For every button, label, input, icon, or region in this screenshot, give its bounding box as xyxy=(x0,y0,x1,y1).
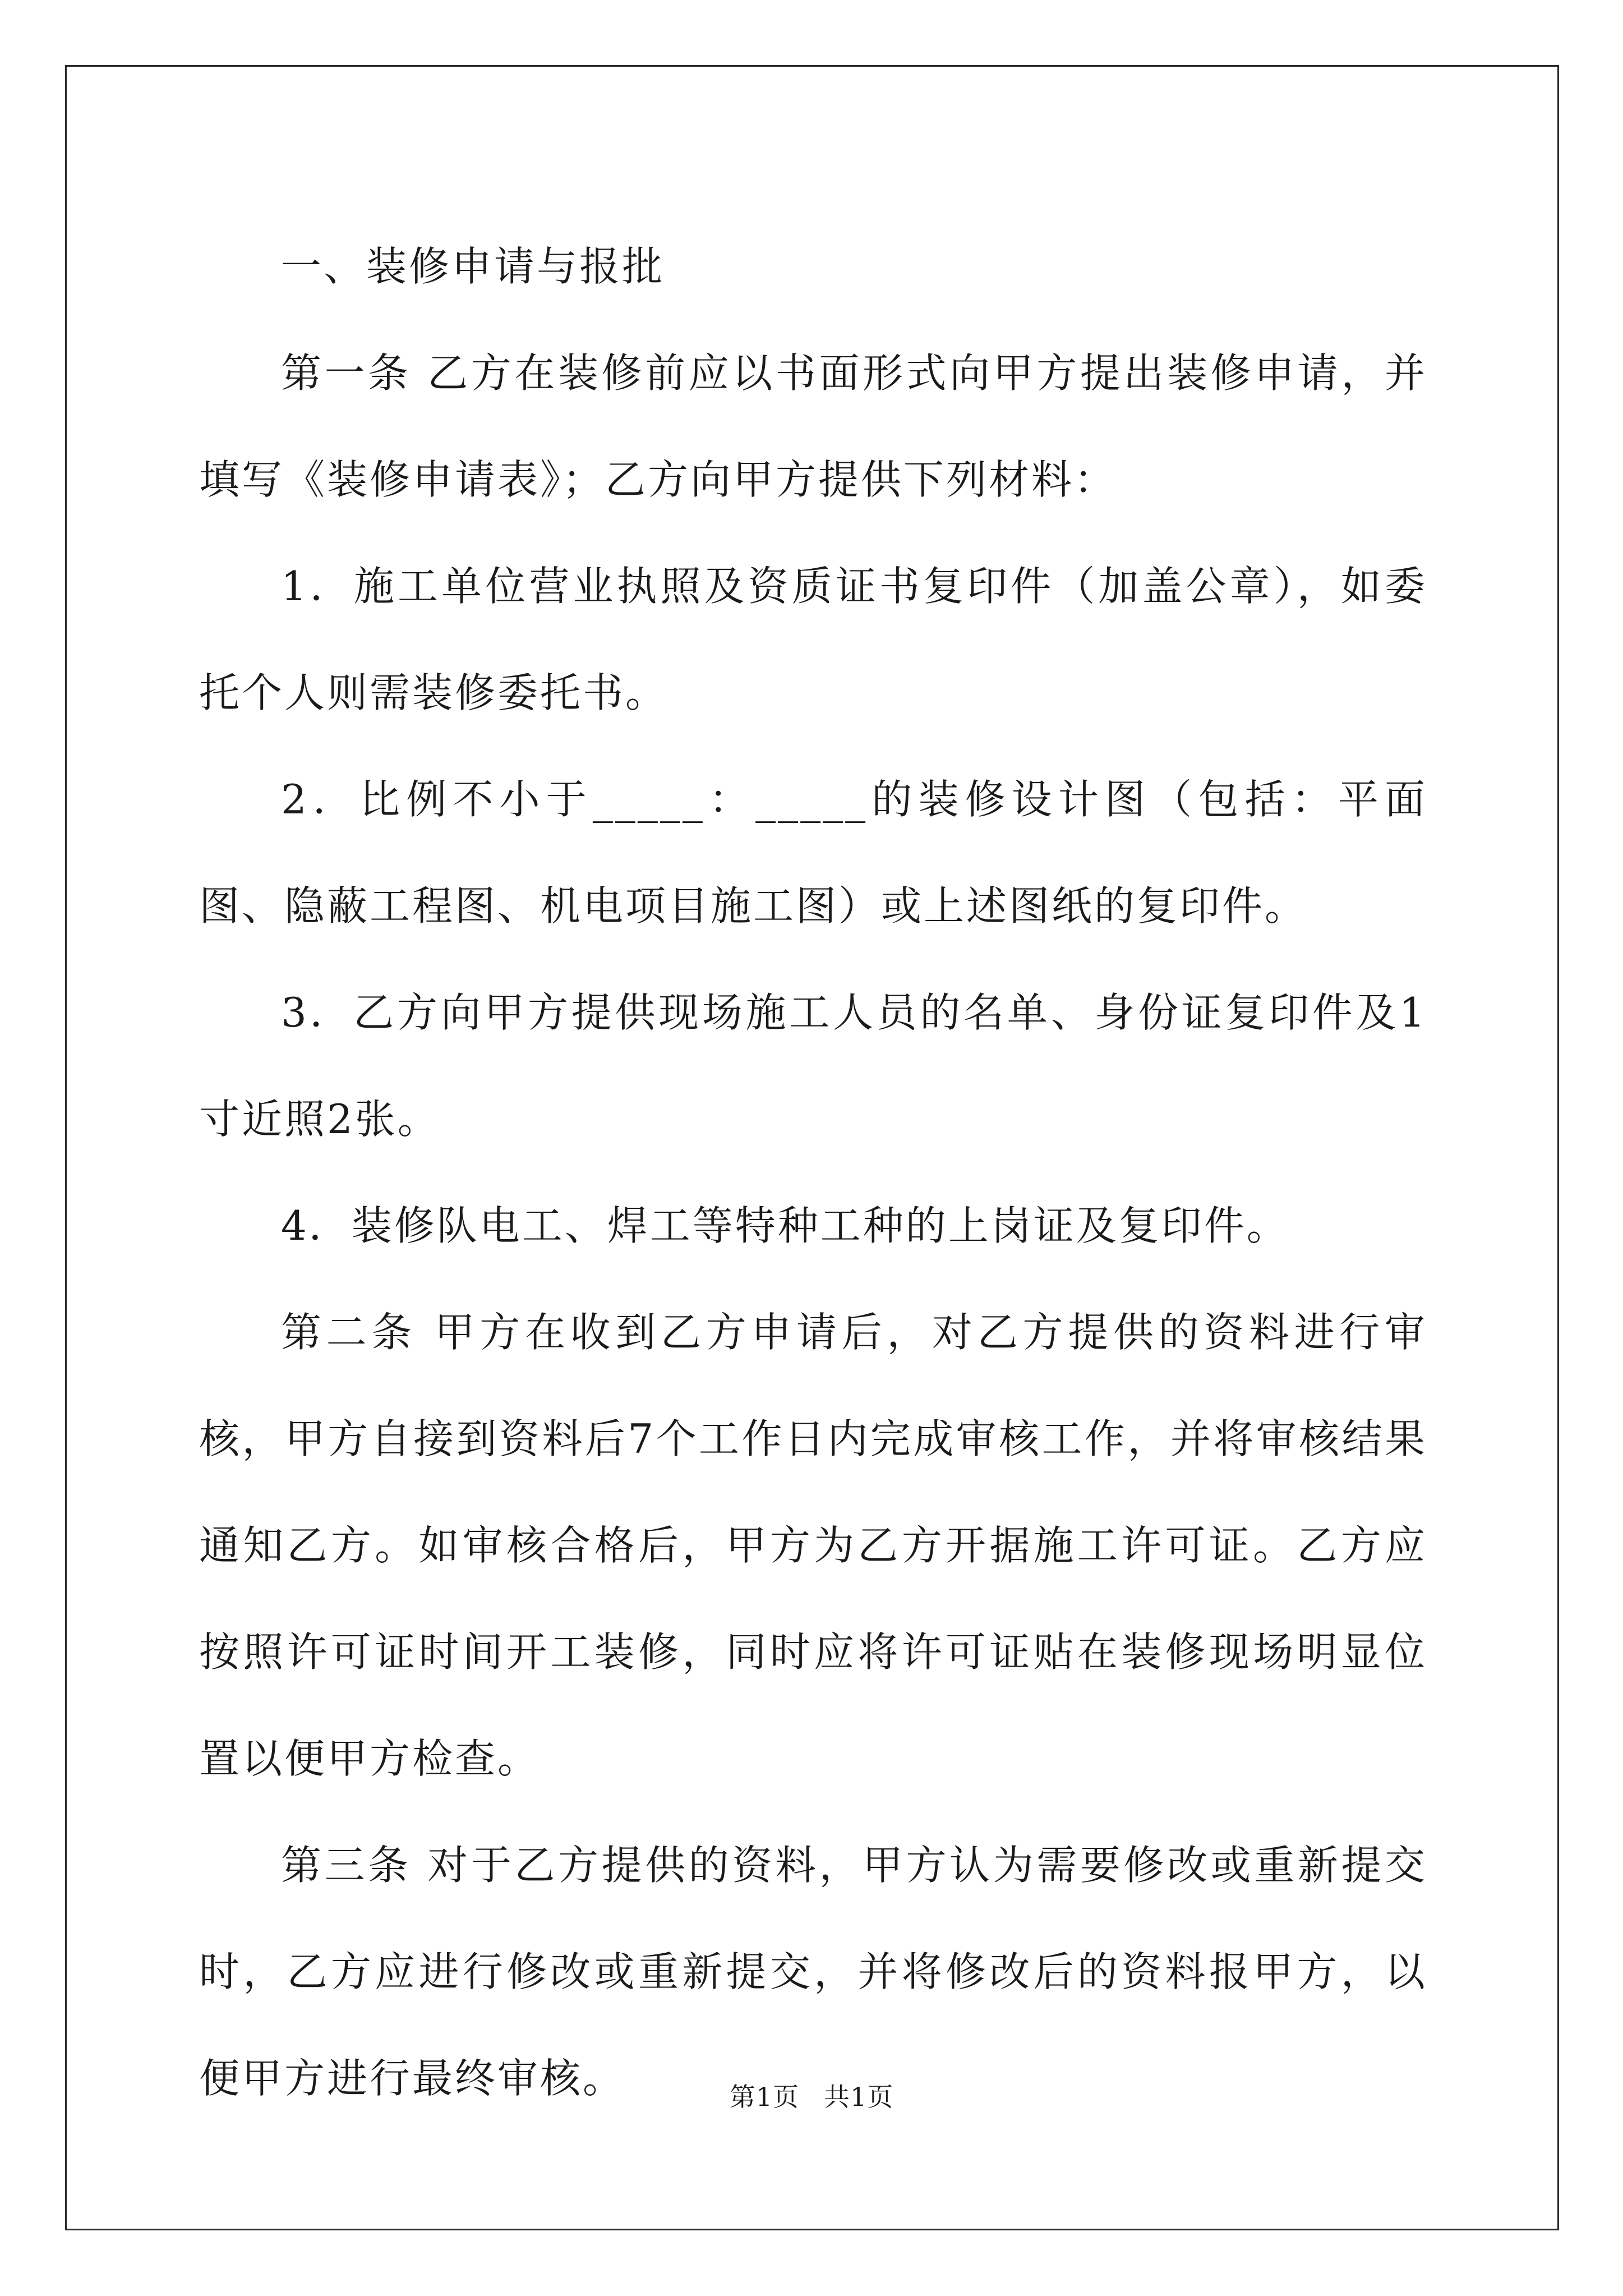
item-4: 4．装修队电工、焊工等特种工种的上岗证及复印件。 xyxy=(281,1202,1289,1249)
page-footer xyxy=(0,2080,1623,2114)
section-heading: 一、装修申请与报批 xyxy=(281,243,665,290)
article-3: 第三条 对于乙方提供的资料，甲方认为需要修改或重新提交时，乙方应进行修改或重新提交，并将修改后的资料报甲方，以便甲方进行最终审核。 xyxy=(199,1842,1427,2102)
item-1: 1．施工单位营业执照及资质证书复印件（加盖公章），如委托个人则需装修委托书。 xyxy=(199,563,1427,716)
article-2: 第二条 甲方在收到乙方申请后，对乙方提供的资料进行审核，甲方自接到资料后7个工作日内完成审核工作，并将审核结果通知乙方。如审核合格后，甲方为乙方开据施工许可证。乙方应按照许可证时间开工装修，同时应将许可证贴在装修现场明显位置以便甲方检查。 xyxy=(199,1309,1427,1782)
page-number-total: 共1页 xyxy=(824,2082,894,2112)
article-1: 第一条 乙方在装修前应以书面形式向甲方提出装修申请，并填写《装修申请表》；乙方向甲方提供下列材料： xyxy=(199,349,1427,503)
page-number-current: 第1页 xyxy=(729,2082,799,2112)
document-body xyxy=(199,213,1427,2132)
item-2: 2．比例不小于_____：_____的装修设计图（包括：平面图、隐蔽工程图、机电项目施工图）或上述图纸的复印件。 xyxy=(199,776,1427,930)
item-3: 3．乙方向甲方提供现场施工人员的名单、身份证复印件及1寸近照2张。 xyxy=(199,989,1427,1143)
